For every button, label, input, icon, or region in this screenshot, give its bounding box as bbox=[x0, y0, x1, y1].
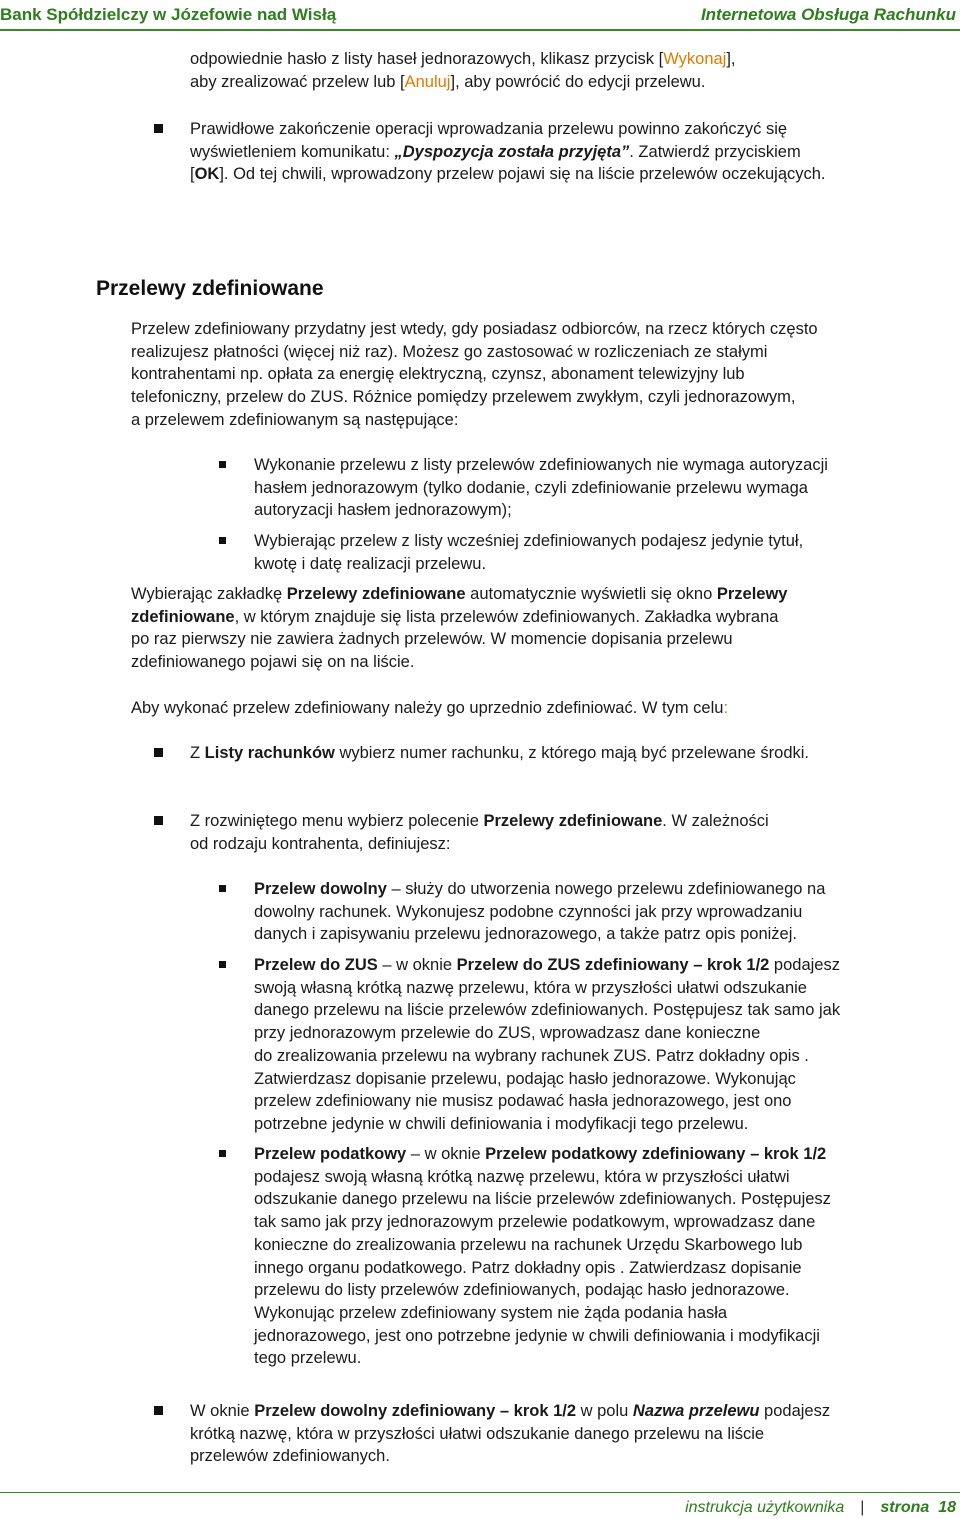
header-divider bbox=[0, 29, 960, 31]
section-intro-paragraph: Przelew zdefiniowany przydatny jest wtedy, gdy posiadasz odbiorców, na rzecz których często realizujesz płatności (więcej niż raz). Możesz go zastosować w rozliczeniach ze stałymi kontrahentami np. opłata za energię elektryczną, czynsz, abonament telewizyjny lub telefoniczny, przelew do ZUS. Różnice pomiędzy przelewem zwykłym, czyli jednorazowym, a przelewem zdefiniowanym są następujące: bbox=[131, 320, 818, 429]
small-square-bullet-icon bbox=[219, 961, 226, 968]
small-square-bullet-icon bbox=[219, 1150, 226, 1157]
type-dowolny: Przelew dowolny – służy do utworzenia nowego przelewu zdefiniowanego na dowolny rachunek. Wykonujesz podobne czynności jak przy wprowadzaniu danych i zapisywaniu przelewu jednorazowego, a także patrz opis poniżej. bbox=[254, 880, 826, 944]
anuluj-link: Anuluj bbox=[404, 72, 451, 91]
document-title: Internetowa Obsługa Rachunku bbox=[700, 5, 956, 24]
type-zus: Przelew do ZUS – w oknie Przelew do ZUS zdefiniowany – krok 1/2 podajesz swoją własną krótką nazwę przelewu, która w przyszłości ułatwi odszukanie danego przelewu na liście przelewów zdefiniowanych. Postępujesz tak samo jak przy jednorazowym przelewie do ZUS, wprowadzasz dane konieczne do zrealizowania przelewu na wybrany rachunek ZUS. Patrz dokładny opis . Zatwierdzasz dopisanie przelewu, podając hasło jednorazowe. Wykonując przelew zdefiniowany nie musisz podawać hasła jednorazowego, jest ono potrzebne jedynie w chwili definiowania i modyfikacji tego przelewu. bbox=[254, 956, 841, 1133]
wykonaj-link: Wykonaj bbox=[663, 50, 727, 68]
square-bullet-icon bbox=[154, 748, 163, 757]
section-title: Przelewy zdefiniowane bbox=[96, 277, 324, 300]
small-square-bullet-icon bbox=[219, 537, 226, 544]
page-footer: instrukcja użytkownika | strona 18 bbox=[685, 1499, 956, 1516]
page-number: 18 bbox=[938, 1499, 956, 1516]
footer-divider bbox=[0, 1492, 960, 1493]
page-label: strona bbox=[880, 1499, 930, 1516]
step-item: W oknie Przelew dowolny zdefiniowany – krok 1/2 w polu Nazwa przelewu podajesz krótką nazwę, która w przyszłości ułatwi odszukanie danego przelewu na liście przelewów zdefiniowanych. bbox=[190, 1402, 831, 1466]
step-item: Z Listy rachunków wybierz numer rachunku, z którego mają być przelewane środki. bbox=[190, 744, 810, 762]
diff-item: Wybierając przelew z listy wcześniej zdefiniowanych podajesz jedynie tytuł, kwotę i datę realizacji przelewu. bbox=[254, 532, 804, 573]
step-item: Z rozwiniętego menu wybierz polecenie Przelewy zdefiniowane. W zależności od rodzaju kontrahenta, definiujesz: bbox=[190, 812, 769, 853]
type-podatkowy: Przelew podatkowy – w oknie Przelew podatkowy zdefiniowany – krok 1/2 podajesz swoją własną krótką nazwę przelewu, która w przyszłości ułatwi odszukanie danego przelewu na liście przelewów zdefiniowanych. Postępujesz tak samo jak przy jednorazowym przelewie podatkowym, wprowadzasz dane konieczne do zrealizowania przelewu na rachunek Urzędu Skarbowego lub innego organu podatkowego. Patrz dokładny opis . Zatwierdzasz dopisanie przelewu do listy przelewów zdefiniowanych, podając hasło jednorazowe. Wykonując przelew zdefiniowany system nie żąda podania hasła jednorazowego, jest ono potrzebne jedynie w chwili definiowania i modyfikacji tego przelewu. bbox=[254, 1145, 831, 1368]
square-bullet-icon bbox=[154, 1406, 163, 1415]
small-square-bullet-icon bbox=[219, 461, 226, 468]
bullet-confirmation: Prawidłowe zakończenie operacji wprowadzania przelewu powinno zakończyć się wyświetleniem komunikatu: „Dyspozycja została przyjęta”. Zatwierdź przyciskiem [OK]. Od tej chwili, wprowadzony przelew pojawi się na liście przelewów oczekujących. bbox=[190, 120, 826, 184]
square-bullet-icon bbox=[154, 816, 163, 825]
bank-name: Bank Spółdzielczy w Józefowie nad Wisłą bbox=[0, 5, 337, 24]
intro-paragraph: odpowiednie hasło z listy haseł jednorazowych, klikasz przycisk [Wykonaj], aby zrealizować przelew lub [Anuluj], aby powrócić do edycji przelewu. bbox=[190, 50, 736, 91]
small-square-bullet-icon bbox=[219, 885, 226, 892]
aim-paragraph: Aby wykonać przelew zdefiniowany należy go uprzednio zdefiniować. W tym celu: bbox=[131, 699, 729, 717]
footer-label: instrukcja użytkownika bbox=[685, 1499, 845, 1516]
page-header bbox=[0, 3, 960, 27]
tab-paragraph: Wybierając zakładkę Przelewy zdefiniowane automatycznie wyświetli się okno Przelewy zdefiniowane, w którym znajduje się lista przelewów zdefiniowanych. Zakładka wybrana po raz pierwszy nie zawiera żadnych przelewów. W momencie dopisania przelewu zdefiniowanego pojawi się on na liście. bbox=[131, 585, 788, 672]
diff-item: Wykonanie przelewu z listy przelewów zdefiniowanych nie wymaga autoryzacji hasłem jednorazowym (tylko dodanie, czyli zdefiniowanie przelewu wymaga autoryzacji hasłem jednorazowym); bbox=[254, 456, 828, 520]
square-bullet-icon bbox=[154, 124, 163, 133]
